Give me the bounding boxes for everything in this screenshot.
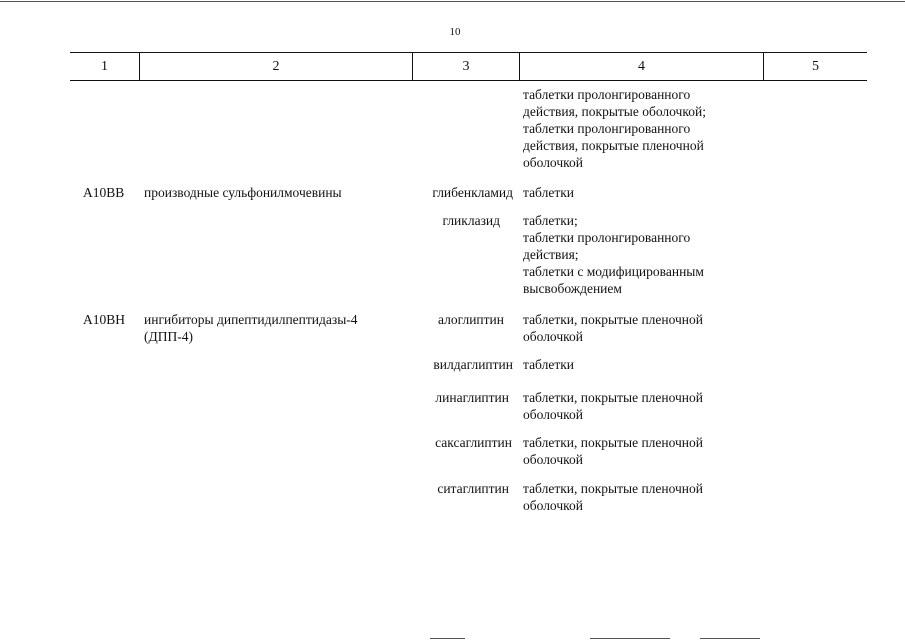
header-cell-col4: 4 bbox=[638, 59, 645, 74]
scan-edge-line bbox=[590, 638, 670, 639]
drug-name: глибенкламид bbox=[432, 185, 513, 200]
dosage-form-line: оболочкой bbox=[523, 155, 583, 170]
dosage-form-continuation bbox=[523, 86, 706, 171]
dosage-form: таблетки, покрытые пленочной оболочкой bbox=[523, 435, 704, 467]
page-number: 10 bbox=[449, 26, 461, 38]
dosage-form: таблетки; таблетки пролонгированного действия; таблетки с модифицированным высвобождением bbox=[523, 213, 704, 296]
header-cell-col5: 5 bbox=[812, 59, 819, 74]
dosage-form-line: таблетки пролонгированного bbox=[523, 87, 691, 102]
drug-name: линаглиптин bbox=[435, 390, 509, 405]
drug-name: гликлазид bbox=[442, 213, 500, 228]
atc-group-name: производные сульфонилмочевины bbox=[144, 185, 342, 200]
dosage-form-line: действия, покрытые пленочной bbox=[523, 138, 704, 153]
scan-edge-line bbox=[700, 638, 760, 639]
dosage-form-line: таблетки пролонгированного bbox=[523, 121, 691, 136]
table-header-row bbox=[70, 52, 867, 81]
drug-name: саксаглиптин bbox=[435, 435, 512, 450]
drug-name: ситаглиптин bbox=[437, 481, 509, 496]
drug-name: вилдаглиптин bbox=[433, 357, 513, 372]
header-cell-col3: 3 bbox=[462, 59, 470, 74]
header-cell-col2: 2 bbox=[272, 59, 280, 74]
dosage-form: таблетки, покрытые пленочной оболочкой bbox=[523, 312, 704, 344]
dosage-form: таблетки bbox=[523, 185, 575, 200]
scan-edge-line bbox=[430, 638, 465, 639]
header-cell-col1: 1 bbox=[101, 59, 108, 74]
atc-code: A10BH bbox=[83, 312, 126, 327]
atc-code: A10BB bbox=[83, 185, 125, 200]
scan-edge-line bbox=[0, 1, 905, 2]
dosage-form: таблетки, покрытые пленочной оболочкой bbox=[523, 481, 704, 513]
atc-group-name: ингибиторы дипептидилпептидазы-4 (ДПП-4) bbox=[144, 312, 358, 344]
drug-name: алоглиптин bbox=[438, 312, 504, 327]
dosage-form: таблетки bbox=[523, 357, 575, 372]
dosage-form-line: действия, покрытые оболочкой; bbox=[523, 104, 706, 119]
dosage-form: таблетки, покрытые пленочной оболочкой bbox=[523, 390, 704, 422]
